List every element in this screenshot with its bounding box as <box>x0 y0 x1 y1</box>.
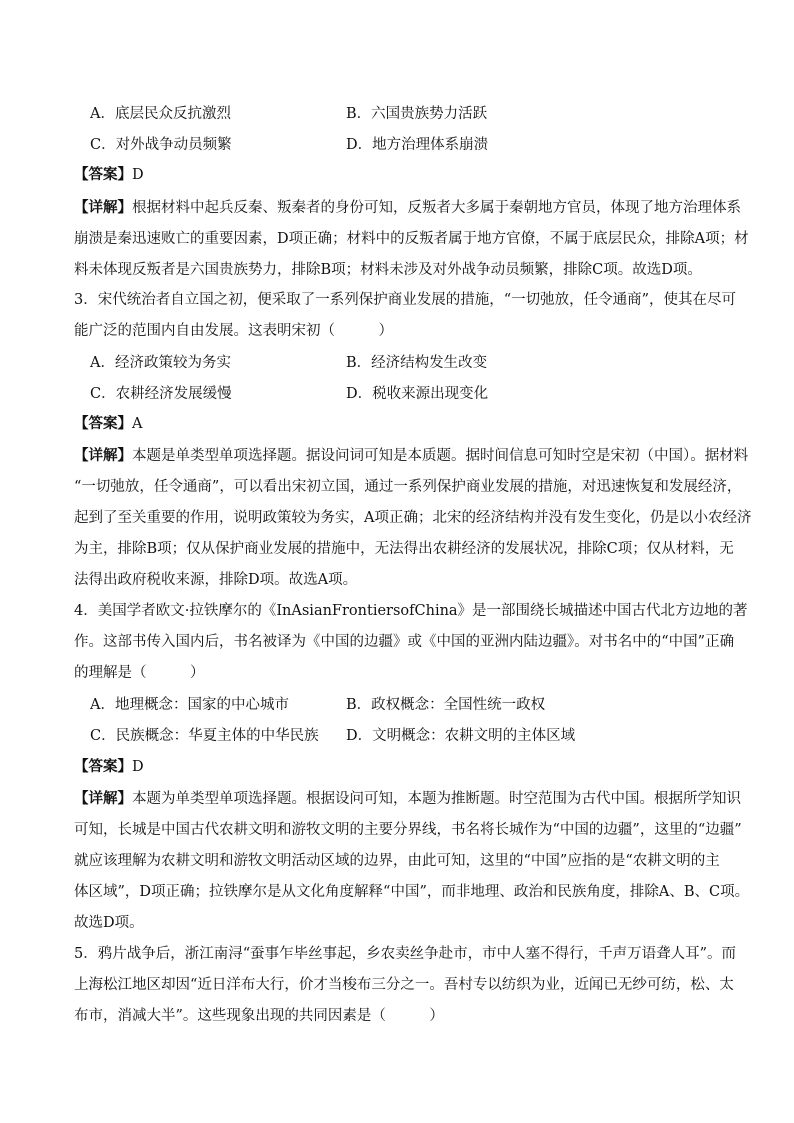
q3-detail-line-5: 法得出政府税收来源，排除D项。故选A项。 <box>74 572 358 588</box>
q5-stem-line-2: 上海松江地区却因“近日洋布大行，价才当梭布三分之一。吾村专以纺织为业，近闻已无纱可纺，松、太 <box>74 977 734 993</box>
answer-label: 【答案】 <box>74 166 132 183</box>
q2-detail-line-2: 崩溃是秦迅速败亡的重要因素，D项正确；材料中的反叛者属于地方官僚，不属于底层民众，排除A项；材 <box>74 231 749 247</box>
q3-detail-line-2: “一切弛放，任令通商”，可以看出宋初立国，通过一系列保护商业发展的措施，对迅速恢复和发展经济， <box>74 479 742 495</box>
q3-answer <box>74 414 724 434</box>
answer-label: 【答案】 <box>74 758 132 775</box>
q2-option-d: D．地方治理体系崩溃 <box>346 137 489 153</box>
q2-option-c: C．对外战争动员频繁 <box>90 137 232 153</box>
answer-value: A <box>132 416 143 432</box>
q4-stem-line-1: 4．美国学者欧文·拉铁摩尔的《InAsianFrontiersofChina》是一部围绕长城描述中国古代北方边地的著 <box>74 603 748 619</box>
q2-answer <box>74 165 724 185</box>
q2-detail-line-3: 料未体现反叛者是六国贵族势力，排除B项；材料未涉及对外战争动员频繁，排除C项。故选D项。 <box>74 262 702 278</box>
q5-stem-line-3: 布市，消减大半”。这些现象出现的共同因素是（ ） <box>74 1008 444 1024</box>
q4-option-b: B．政权概念：全国性统一政权 <box>346 697 546 713</box>
q3-option-d: D．税收来源出现变化 <box>346 386 489 402</box>
q3-stem-line-2: 能广泛的范围内自由发展。这表明宋初（ ） <box>74 323 393 339</box>
q4-option-d: D．文明概念：农耕文明的主体区域 <box>346 728 576 744</box>
q2-detail-line-1 <box>74 198 741 218</box>
answer-value: D <box>132 759 144 775</box>
q4-option-a: A．地理概念：国家的中心城市 <box>90 697 289 713</box>
detail-text: 本题为单类型单项选择题。根据设问可知，本题为推断题。时空范围为古代中国。根据所学知识 <box>132 791 741 807</box>
q3-detail-line-3: 起到了至关重要的作用，说明政策较为务实，A项正确；北宋的经济结构并没有发生变化，仍是以小农经济 <box>74 510 752 526</box>
q2-option-b: B．六国贵族势力活跃 <box>346 106 488 122</box>
q4-stem-line-2: 作。这部书传入国内后，书名被译为《中国的边疆》或《中国的亚洲内陆边疆》。对书名中的“中国”正确 <box>74 634 735 650</box>
q4-option-c: C．民族概念：华夏主体的中华民族 <box>90 728 319 744</box>
q2-option-a: A．底层民众反抗激烈 <box>90 106 231 122</box>
q4-detail-line-3: 就应该理解为农耕文明和游牧文明活动区域的边界，由此可知，这里的“中国”应指的是“农耕文明的主 <box>74 853 720 869</box>
q3-option-b: B．经济结构发生改变 <box>346 355 488 371</box>
detail-label: 【详解】 <box>74 447 132 464</box>
q3-detail-line-1 <box>74 446 749 466</box>
detail-text: 本题是单类型单项选择题。据设问词可知是本质题。据时间信息可知时空是宋初（中国）。据材料 <box>132 448 749 464</box>
q4-detail-line-1 <box>74 789 741 809</box>
q4-stem-line-3: 的理解是（ ） <box>74 665 205 681</box>
q3-option-c: C．农耕经济发展缓慢 <box>90 386 232 402</box>
q5-stem-line-1: 5．鸦片战争后，浙江南浔“蚕事乍毕丝事起，乡农卖丝争赴市，市中人塞不得行，千声万语聋人耳”。而 <box>74 946 737 962</box>
q3-stem-line-1: 3．宋代统治者自立国之初，便采取了一系列保护商业发展的措施，“一切弛放，任令通商”，使其在尽可 <box>74 292 737 308</box>
q4-detail-line-4: 体区域”，D项正确；拉铁摩尔是从文化角度解释“中国”，而非地理、政治和民族角度，排除A、B、C项。 <box>74 884 750 900</box>
detail-label: 【详解】 <box>74 199 132 216</box>
answer-value: D <box>132 167 144 183</box>
q4-detail-line-5: 故选D项。 <box>74 915 144 931</box>
detail-text: 根据材料中起兵反秦、叛秦者的身份可知，反叛者大多属于秦朝地方官员，体现了地方治理体系 <box>132 200 741 216</box>
q4-detail-line-2: 可知，长城是中国古代农耕文明和游牧文明的主要分界线，书名将长城作为“中国的边疆”，这里的“边疆” <box>74 822 742 838</box>
q3-option-a: A．经济政策较为务实 <box>90 355 231 371</box>
q4-answer <box>74 757 724 777</box>
detail-label: 【详解】 <box>74 790 132 807</box>
q3-detail-line-4: 为主，排除B项；仅从保护商业发展的措施中，无法得出农耕经济的发展状况，排除C项；仅从材料，无 <box>74 541 734 557</box>
answer-label: 【答案】 <box>74 415 132 432</box>
